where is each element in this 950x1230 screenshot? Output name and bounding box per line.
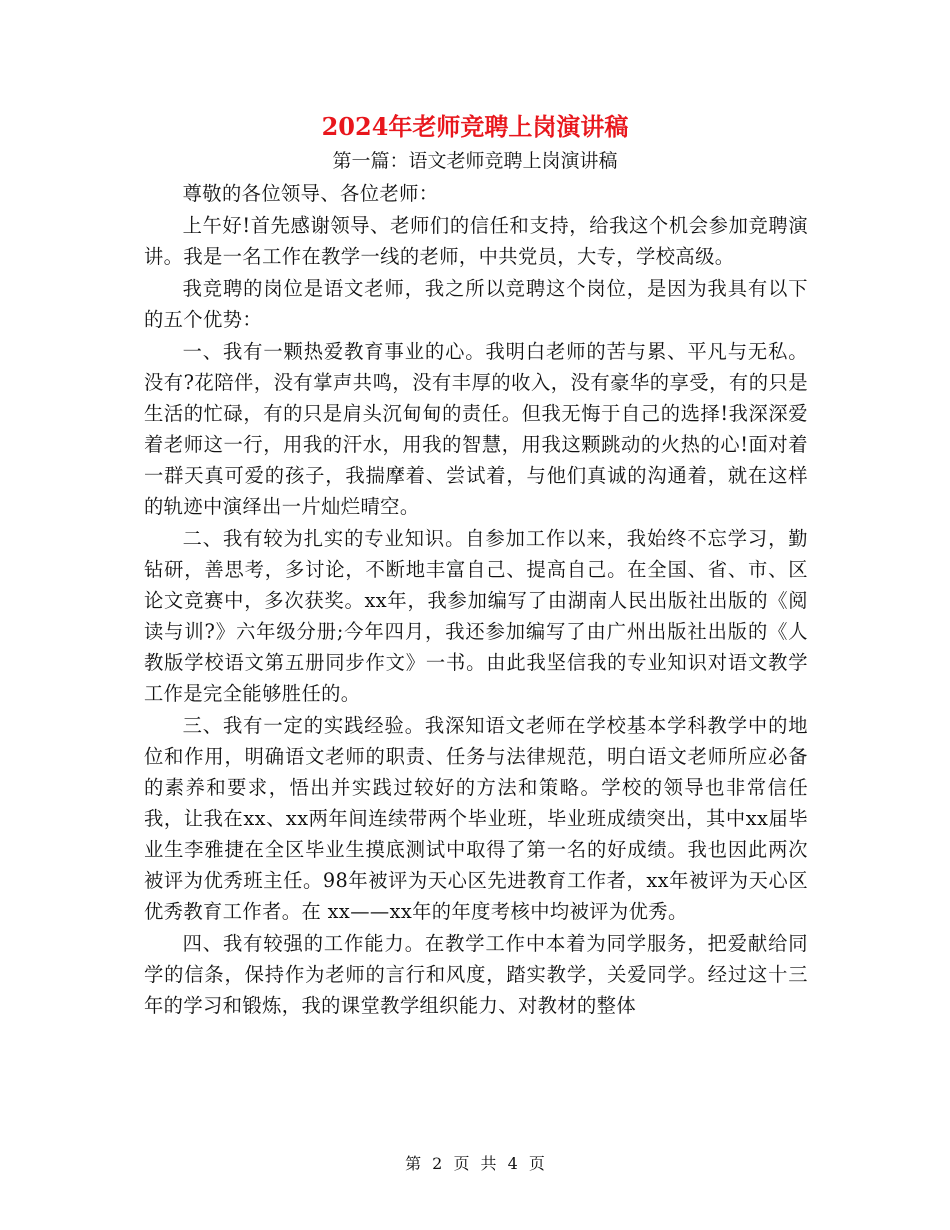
paragraph-advantage-1: 一、我有一颗热爱教育事业的心。我明白老师的苦与累、平凡与无私。没有?花陪伴，没有掌声共鸣，没有丰厚的收入，没有豪华的享受，有的只是生活的忙碌，有的只是肩头沉甸甸的责任。但我无悔于自己的选择!我深深爱着老师这一行，用我的汗水，用我的智慧，用我这颗跳动的火热的心!面对着一群天真可爱的孩子，我揣摩着、尝试着，与他们真诚的沟通着，就在这样的轨迹中演绎出一片灿烂晴空。: [144, 340, 808, 518]
document-body: [144, 178, 808, 1022]
paragraph-intro: 我竞聘的岗位是语文老师，我之所以竞聘这个岗位，是因为我具有以下的五个优势：: [144, 277, 808, 331]
paragraph-advantage-2: 二、我有较为扎实的专业知识。自参加工作以来，我始终不忘学习，勤钻研，善思考，多讨论，不断地丰富自己、提高自己。在全国、省、市、区论文竞赛中，多次获奖。xx年，我参加编写了由湖南人民出版社出版的《阅读与训?》六年级分册;今年四月，我还参加编写了由广州出版社出版的《人教版学校语文第五册同步作文》一书。由此我坚信我的专业知识对语文教学工作是完全能够胜任的。: [144, 527, 808, 705]
paragraph-advantage-3: 三、我有一定的实践经验。我深知语文老师在学校基本学科教学中的地位和作用，明确语文老师的职责、任务与法律规范，明白语文老师所应必备的素养和要求，悟出并实践过较好的方法和策略。学校的领导也非常信任我，让我在xx、xx两年间连续带两个毕业班，毕业班成绩突出，其中xx届毕业生李雅捷在全区毕业生摸底测试中取得了第一名的好成绩。我也因此两次被评为优秀班主任。98年被评为天心区先进教育工作者，xx年被评为天心区优秀教育工作者。在 xx——xx年的年度考核中均被评为优秀。: [144, 714, 808, 923]
paragraph-advantage-4: 四、我有较强的工作能力。在教学工作中本着为同学服务，把爱献给同学的信条，保持作为老师的言行和风度，踏实教学，关爱同学。经过这十三年的学习和锻炼，我的课堂教学组织能力、对教材的整体: [144, 932, 808, 1017]
page-footer: 第 2 页 共 4 页: [405, 1154, 545, 1173]
paragraph-salutation: 尊敬的各位领导、各位老师：: [182, 182, 439, 205]
section-subtitle: 第一篇：语文老师竞聘上岗演讲稿: [332, 150, 618, 172]
paragraph-greeting: 上午好!首先感谢领导、老师们的信任和支持，给我这个机会参加竞聘演讲。我是一名工作在教学一线的老师，中共党员，大专，学校高级。: [144, 214, 808, 268]
page-title: 2024年老师竞聘上岗演讲稿: [321, 112, 629, 141]
